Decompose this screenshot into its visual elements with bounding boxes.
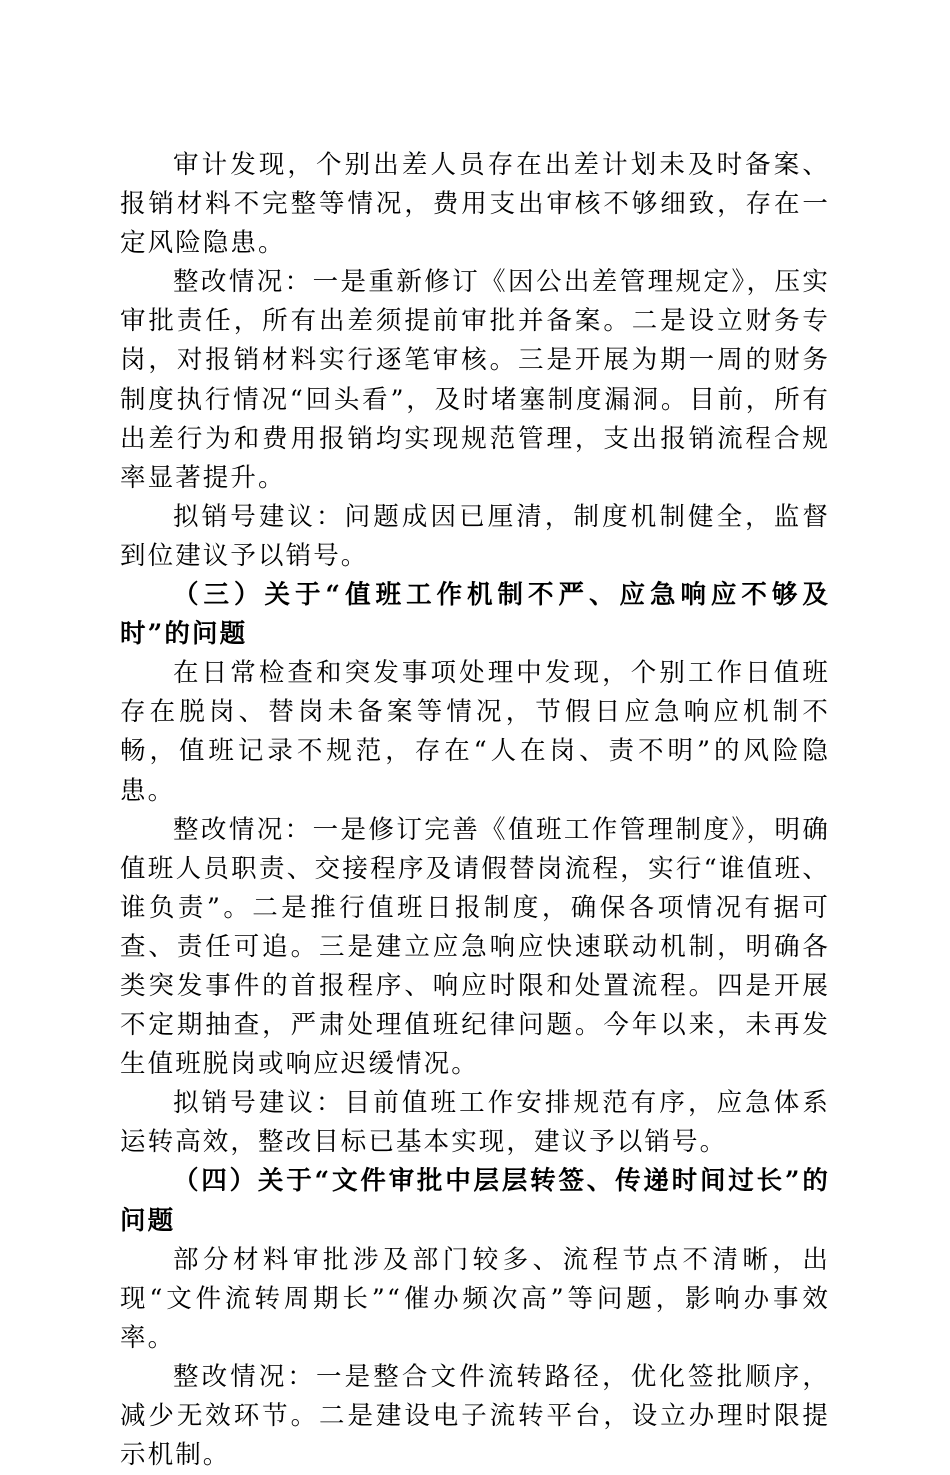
paragraph-audit-finding: 审计发现，个别出差人员存在出差计划未及时备案、报销材料不完整等情况，费用支出审核不够细致，存在一定风险隐患。	[120, 150, 830, 259]
paragraph-closure-suggestion-duty: 拟销号建议：目前值班工作安排规范有序，应急体系运转高效，整改目标已基本实现，建议予以销号。	[120, 1088, 830, 1158]
paragraph-rectification-duty: 整改情况：一是修订完善《值班工作管理制度》，明确值班人员职责、交接程序及请假替岗流程，实行“谁值班、谁负责”。二是推行值班日报制度，确保各项情况有据可查、责任可追。三是建立应急响应快速联动机制，明确各类突发事件的首报程序、响应时限和处置流程。四是开展不定期抽查，严肃处理值班纪律问题。今年以来，未再发生值班脱岗或响应迟缓情况。	[120, 814, 830, 1080]
document-page	[120, 146, 830, 1475]
paragraph-approval-finding: 部分材料审批涉及部门较多、流程节点不清晰，出现“文件流转周期长”“催办频次高”等问题，影响办事效率。	[120, 1244, 830, 1353]
paragraph-closure-suggestion-travel: 拟销号建议：问题成因已厘清，制度机制健全，监督到位建议予以销号。	[120, 501, 830, 571]
section-heading-duty: （三）关于“值班工作机制不严、应急响应不够及时”的问题	[120, 580, 830, 650]
section-heading-approval: （四）关于“文件审批中层层转签、传递时间过长”的问题	[120, 1166, 830, 1236]
paragraph-rectification-approval: 整改情况：一是整合文件流转路径，优化签批顺序，减少无效环节。二是建设电子流转平台，设立办理时限提示机制。	[120, 1361, 830, 1471]
paragraph-rectification-travel: 整改情况：一是重新修订《因公出差管理规定》，压实审批责任，所有出差须提前审批并备案。二是设立财务专岗，对报销材料实行逐笔审核。三是开展为期一周的财务制度执行情况“回头看”，及时堵塞制度漏洞。目前，所有出差行为和费用报销均实现规范管理，支出报销流程合规率显著提升。	[120, 267, 830, 493]
paragraph-duty-finding: 在日常检查和突发事项处理中发现，个别工作日值班存在脱岗、替岗未备案等情况，节假日应急响应机制不畅，值班记录不规范，存在“人在岗、责不明”的风险隐患。	[120, 658, 830, 806]
